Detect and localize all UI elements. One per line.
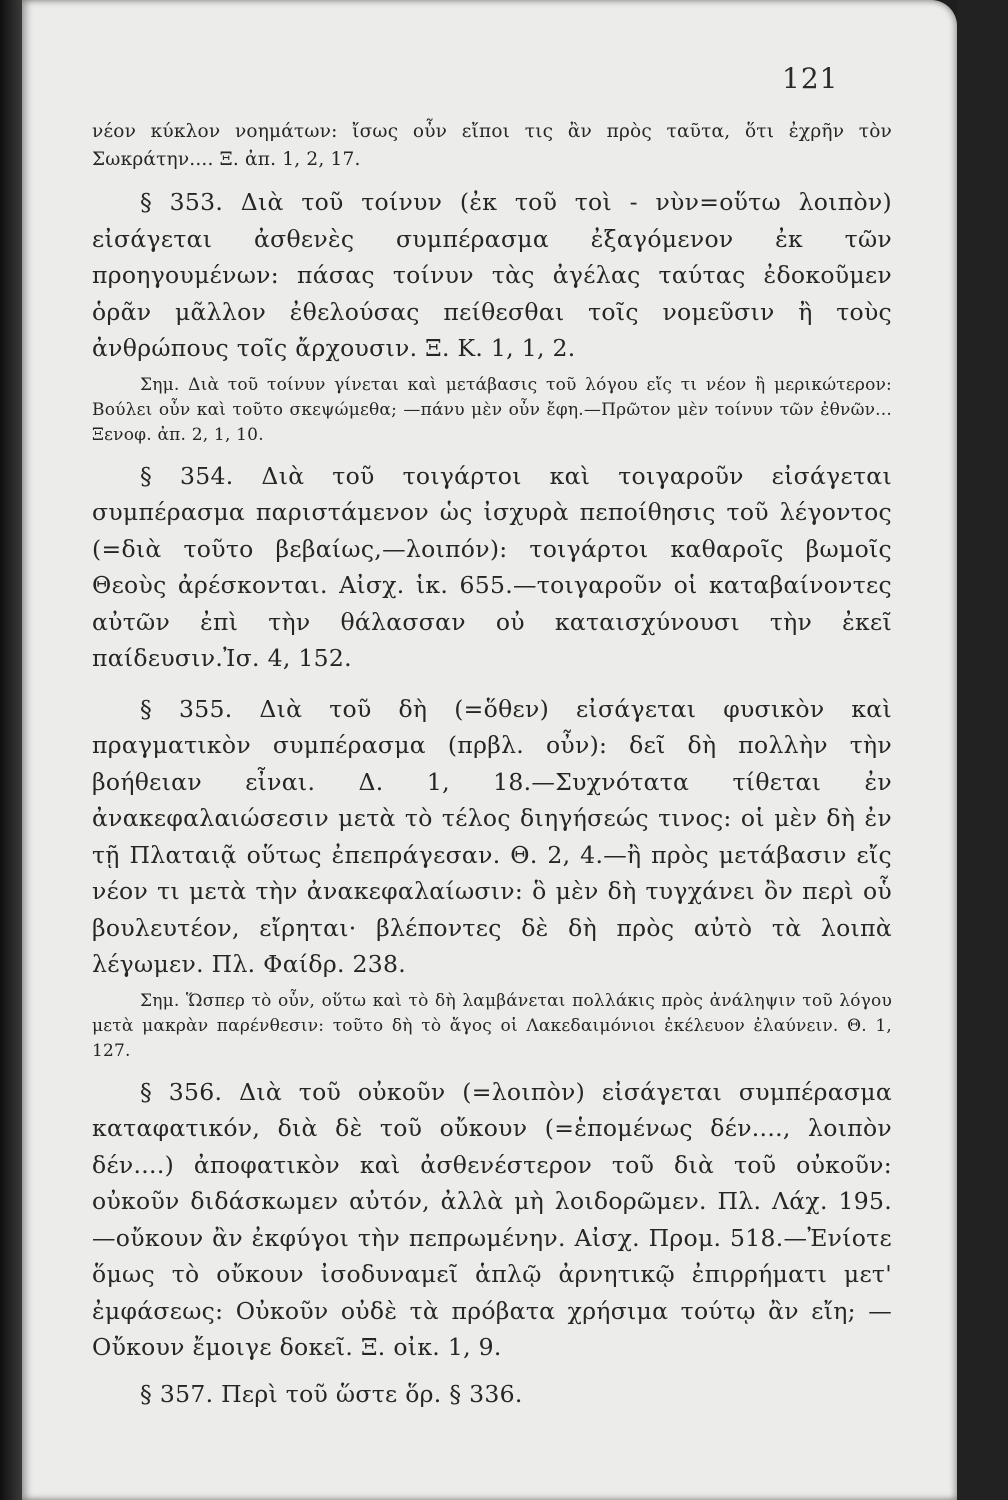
book-spine-shadow — [0, 0, 22, 1500]
scan-right-edge — [957, 0, 1008, 1500]
section-357: § 357. Περὶ τοῦ ὥστε ὅρ. § 336. — [140, 1379, 523, 1408]
continued-paragraph: νέον κύκλον νοημάτων: ἴσως οὖν εἴποι τις ἂν πρὸς ταῦτα, ὅτι ἐχρῆν τὸν Σωκράτην.... Ξ. ἀπ. 1, 2, 17. — [92, 121, 892, 170]
note-355: Σημ. Ὥσπερ τὸ οὖν, οὕτω καὶ τὸ δὴ λαμβάνεται πολλάκις πρὸς ἀνάληψιν τοῦ λόγου μετὰ μακρὰν παρένθεσιν: τοῦτο δὴ τὸ ἄγος οἱ Λακεδαιμόνιοι ἐκέλευον ἐλαύνειν. Θ. 1, 127. — [92, 990, 892, 1061]
book-page — [22, 0, 957, 1500]
section-355: § 355. Διὰ τοῦ δὴ (=ὅθεν) εἰσάγεται φυσικὸν καὶ πραγματικὸν συμπέρασμα (πρβλ. οὖν): δεῖ δὴ πολλὴν τὴν βοήθειαν εἶναι. Δ. 1, 18.—Συχνότατα τίθεται ἐν ἀνακεφαλαιώσεσιν μετὰ τὸ τέλος διηγήσεώς τινος: οἱ μὲν δὴ ἐν τῇ Πλαταιᾷ οὕτως ἐπεπράγεσαν. Θ. 2, 4.—ἢ πρὸς μετάβασιν εἴς νέον τι μετὰ τὴν ἀνακεφαλαίωσιν: ὃ μὲν δὴ τυγχάνει ὂν περὶ οὗ βουλευτέον, εἴρηται· βλέποντες δὲ δὴ πρὸς αὐτὸ τὰ λοιπὰ λέγωμεν. Πλ. Φαίδρ. 238. — [92, 694, 892, 978]
page-text-block — [92, 118, 892, 1412]
section-354: § 354. Διὰ τοῦ τοιγάρτοι καὶ τοιγαροῦν εἰσάγεται συμπέρασμα παριστάμενον ὡς ἰσχυρὰ πεποίθησις τοῦ λέγοντος (=διὰ τοῦτο βεβαίως,—λοιπόν): τοιγάρτοι καθαροῖς βωμοῖς Θεοὺς ἀρέσκονται. Αἰσχ. ἱκ. 655.—τοιγαροῦν οἱ καταβαίνοντες αὐτῶν ἐπὶ τὴν θάλασσαν οὐ καταισχύνουσι τὴν ἐκεῖ παίδευσιν.Ἰσ. 4, 152. — [92, 461, 892, 672]
section-353: § 353. Διὰ τοῦ τοίνυν (ἐκ τοῦ τοὶ - νὺν=οὕτω λοιπὸν) εἰσάγεται ἀσθενὲς συμπέρασμα ἐξαγόμενον ἐκ τῶν προηγουμένων: πάσας τοίνυν τὰς ἀγέλας ταύτας ἐδοκοῦμεν ὁρᾶν μᾶλλον ἐθελούσας πείθεσθαι τοῖς νομεῦσιν ἢ τοὺς ἀνθρώπους τοῖς ἄρχουσιν. Ξ. Κ. 1, 1, 2. — [92, 188, 892, 362]
note-353: Σημ. Διὰ τοῦ τοίνυν γίνεται καὶ μετάβασις τοῦ λόγου εἴς τι νέον ἢ μερικώτερον: Βούλει οὖν καὶ τοῦτο σκεψώμεθα; —πάνυ μὲν οὖν ἔφη.—Πρῶτον μὲν τοίνυν τῶν ἐθνῶν... Ξενοφ. ἀπ. 2, 1, 10. — [92, 374, 892, 445]
page-number: 121 — [782, 62, 839, 95]
section-356: § 356. Διὰ τοῦ οὐκοῦν (=λοιπὸν) εἰσάγεται συμπέρασμα καταφατικόν, διὰ δὲ τοῦ οὔκουν (=ἑπομένως δέν...., λοιπὸν δέν....) ἀποφατικὸν καὶ ἀσθενέστερον τοῦ διὰ τοῦ οὐκοῦν: οὐκοῦν διδάσκωμεν αὐτόν, ἀλλὰ μὴ λοιδορῶμεν. Πλ. Λάχ. 195.—οὔκουν ἂν ἐκφύγοι τὴν πεπρωμένην. Αἰσχ. Προμ. 518.—Ἐνίοτε ὅμως τὸ οὔκουν ἰσοδυναμεῖ ἁπλῷ ἀρνητικῷ ἐπιρρήματι μετ' ἐμφάσεως: Οὐκοῦν οὐδὲ τὰ πρόβατα χρήσιμα τούτῳ ἂν εἴη; —Οὔκουν ἔμοιγε δοκεῖ. Ξ. οἰκ. 1, 9. — [92, 1077, 892, 1361]
